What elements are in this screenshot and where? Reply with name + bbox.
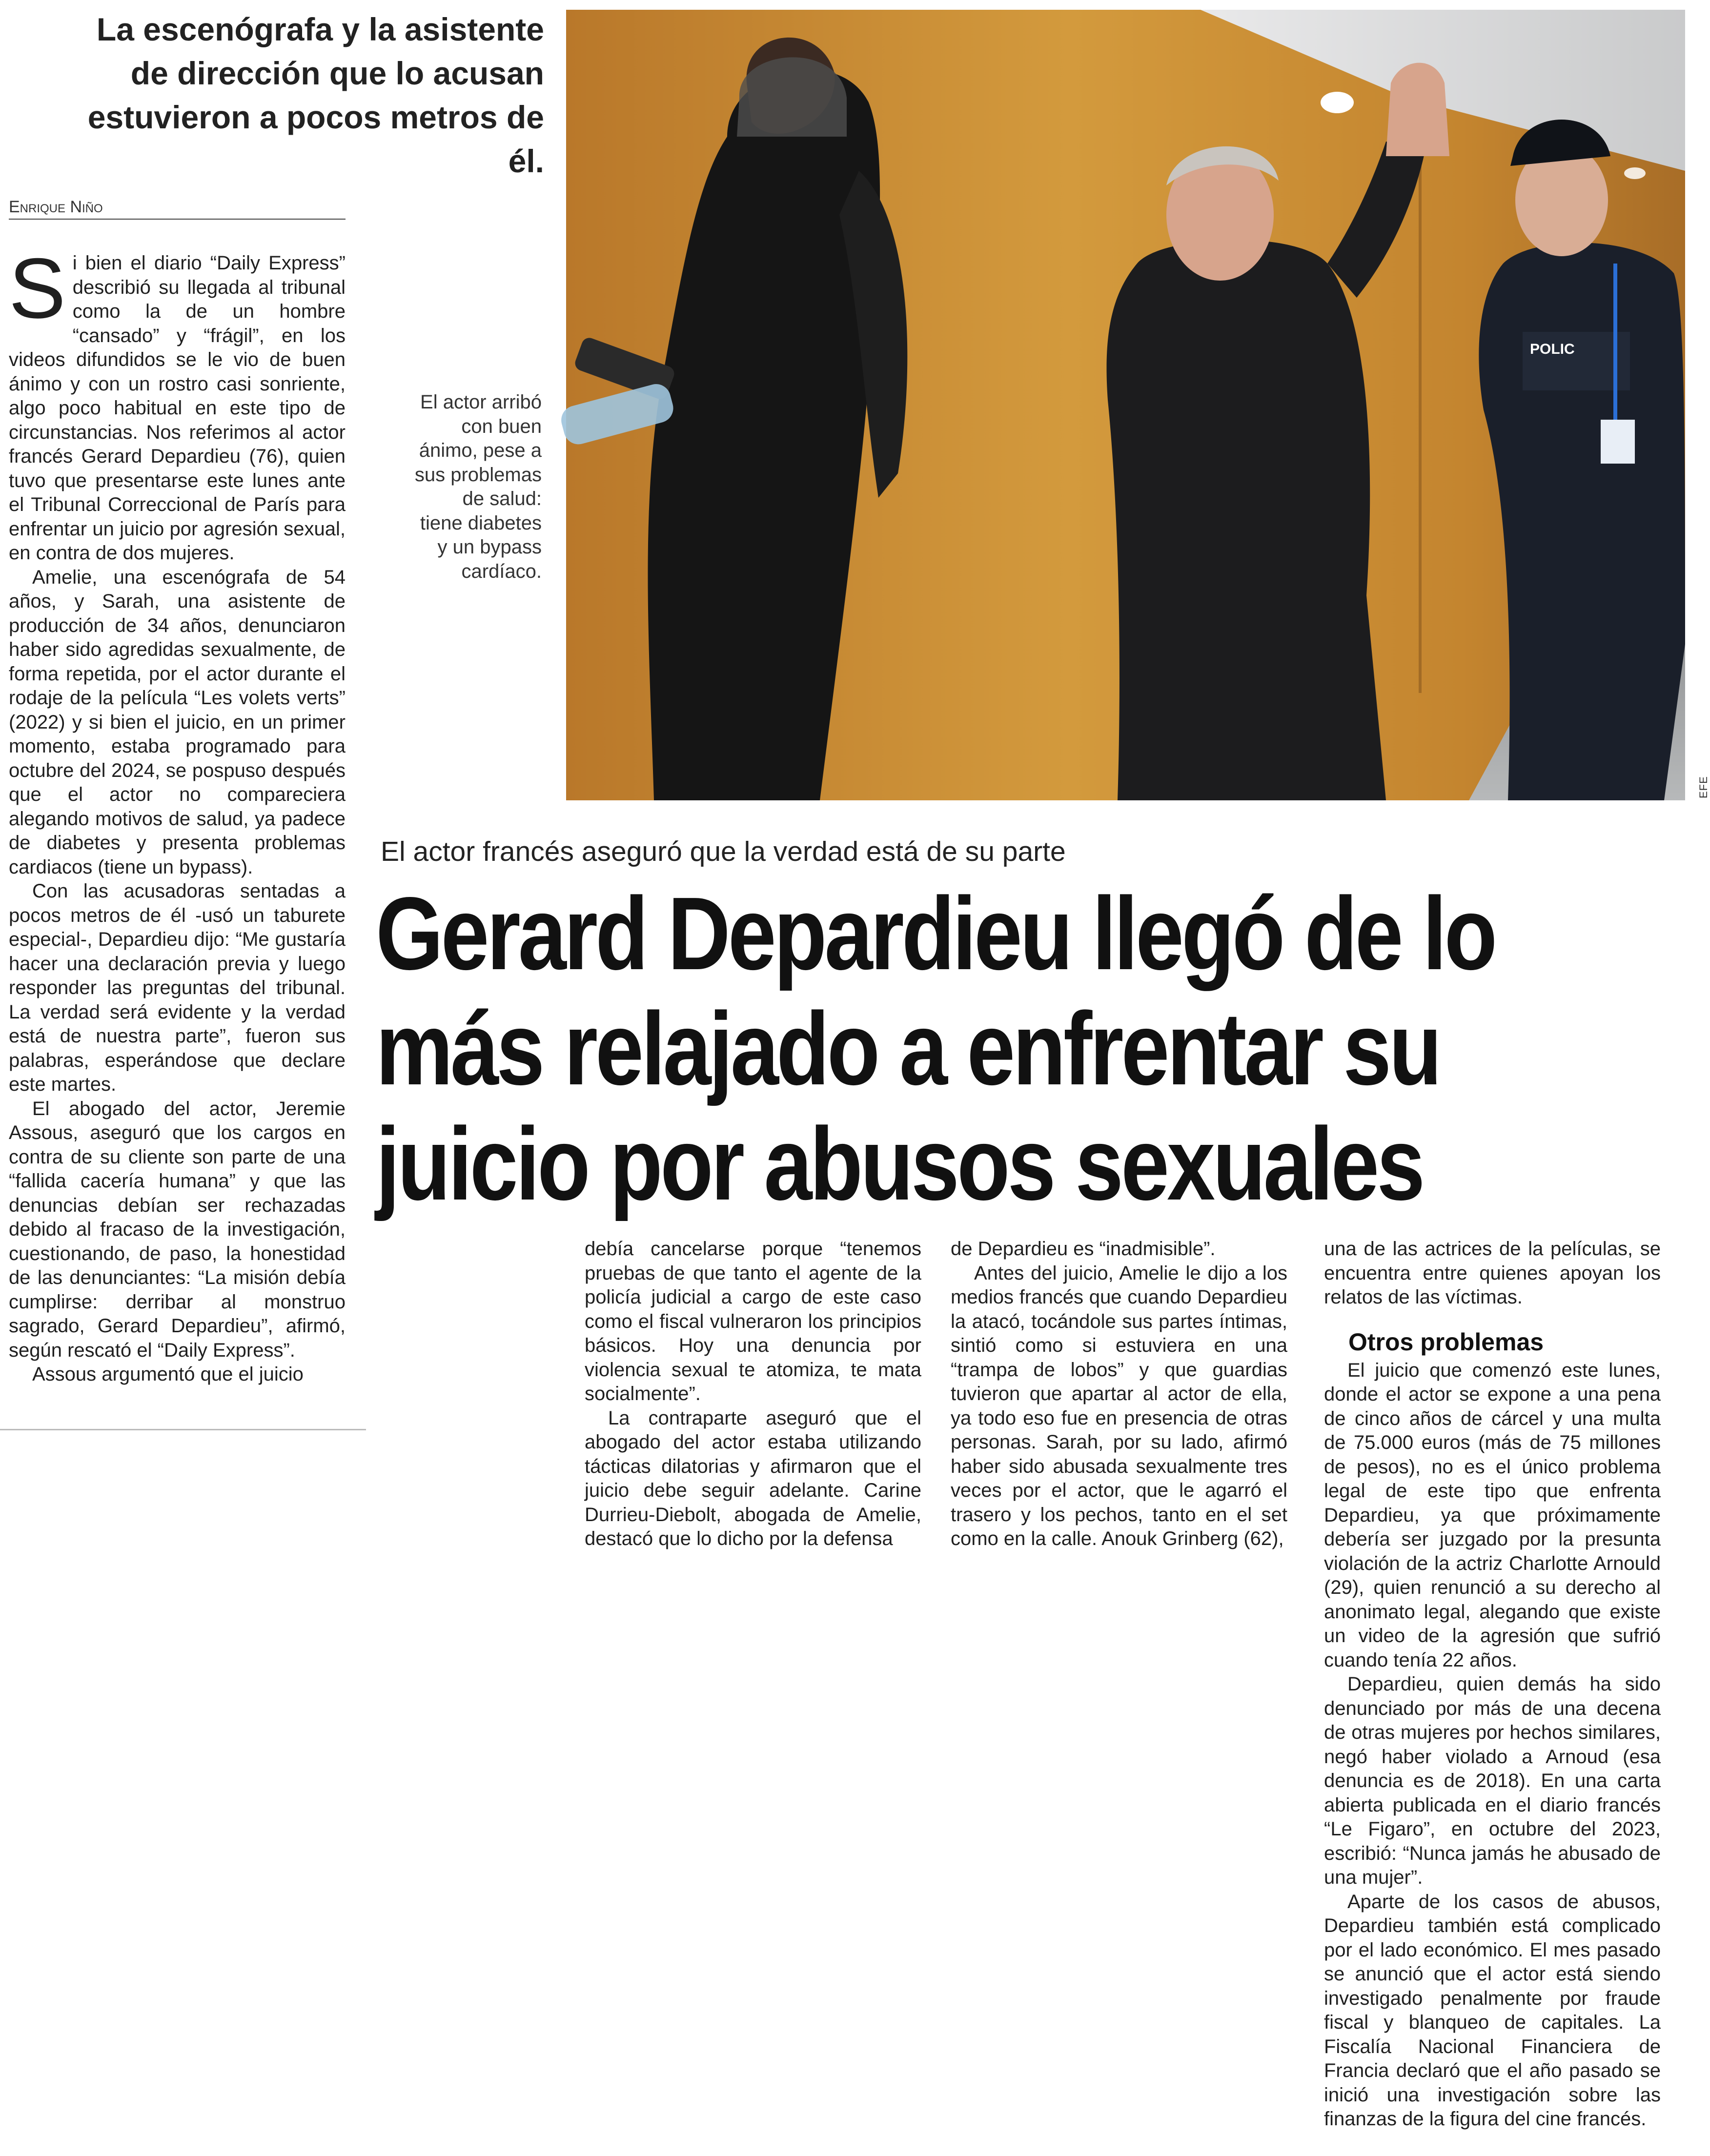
caption-line: El actor arribó bbox=[420, 391, 542, 413]
photo-credit: EFE bbox=[1697, 776, 1710, 798]
caption-line: ánimo, pese a bbox=[419, 440, 542, 461]
paragraph: El abogado del actor, Jeremie Assous, aseguró que los cargos en contra de su cliente son parte de una “fallida cacería humana” y que las denuncias debían ser rechazadas debido al fracaso de la investigación, cuestionando, de paso, la honestidad de las denunciantes: “La misión debía cumplirse: derribar al monstruo sagrado, Gerard Depardieu”, afirmó, según rescató el “Daily Express”. bbox=[9, 1098, 346, 1361]
caption-line: de salud: bbox=[462, 488, 542, 509]
ceiling-light bbox=[1624, 167, 1646, 179]
article-column-2 bbox=[585, 1237, 921, 1551]
photo-caption bbox=[395, 390, 542, 584]
byline: Enrique Niño bbox=[9, 198, 346, 220]
paragraph: debía cancelarse porque “tenemos pruebas de que tanto el agente de la policía judicial a cargo de este caso como el fiscal vulneraron los principios básicos. Hoy una denuncia por violencia sexual te atomiza, te mata socialmente”. bbox=[585, 1238, 921, 1404]
paragraph: de Depardieu es “inadmisible”. bbox=[951, 1238, 1216, 1260]
headline-line: juicio por abusos sexuales bbox=[376, 1106, 1423, 1221]
paragraph: Con las acusadoras sentadas a pocos metros de él -usó un taburete especial-, Depardieu dijo: “Me gustaría hacer una declaración previa y luego responder las preguntas del tribunal. La verdad será evidente y la verdad está de nuestra parte”, fueron sus palabras, esperándose que declare este martes. bbox=[9, 880, 346, 1095]
caption-line: tiene diabetes bbox=[420, 512, 542, 534]
article-column-1 bbox=[9, 241, 346, 1387]
article-column-3 bbox=[951, 1237, 1287, 1551]
pull-quote-line: La escenógrafa y la asistente bbox=[96, 11, 544, 47]
police-label: POLIC bbox=[1530, 341, 1575, 357]
pull-quote-line: estuvieron a pocos metros de él. bbox=[87, 99, 544, 179]
paragraph: La contraparte aseguró que el abogado del actor estaba utilizando tácticas dilatorias y afirmaron que el juicio debe seguir adelante. Carine Durrieu-Diebolt, abogada de Amelie, destacó que lo dicho por la defensa bbox=[585, 1407, 921, 1549]
paragraph: Amelie, una escenógrafa de 54 años, y Sarah, una asistente de producción de 34 años, denunciaron haber sido agredidas sexualmente, de forma repetida, por el actor durante el rodaje de la película “Les volets verts” (2022) y si bien el juicio, en un primer momento, estaba programado para octubre del 2024, se pospuso después que el actor no compareciera alegando motivos de salud, ya padece de diabetes y presenta problemas cardiacos (tiene un bypass). bbox=[9, 566, 346, 878]
photo-illustration bbox=[566, 10, 1685, 800]
paragraph: Antes del juicio, Amelie le dijo a los medios francés que cuando Depardieu la atacó, tocándole sus partes íntimas, sintió como si estuviera en una “trampa de lobos” y que guardias tuvieron que apartar al actor de ella, ya todo eso fue en presencia de otras personas. Sarah, por su lado, afirmó haber sido abusada sexualmente tres veces por el actor, que le agarró el trasero y los pechos, tanto en el set como en la calle. Anouk Grinberg (62), bbox=[951, 1262, 1287, 1549]
paragraph bbox=[9, 241, 346, 566]
headline bbox=[376, 875, 1495, 1221]
paragraph: una de las actrices de la películas, se encuentra entre quienes apoyan los relatos de las víctimas. bbox=[1324, 1238, 1661, 1308]
subheading: Otros problemas bbox=[1348, 1328, 1544, 1356]
paragraph: Assous argumentó que el juicio bbox=[32, 1363, 304, 1385]
headline-line: más relajado a enfrentar su bbox=[376, 991, 1440, 1106]
paragraph: Aparte de los casos de abusos, Depardieu también está complicado por el lado económico. El mes pasado se anunció que el actor está siendo investigado penalmente por fraude fiscal y blanqueo de capitales. La Fiscalía Nacional Financiera de Francia declaró que el año pasado se inició una investigación sobre las finanzas de la figura del cine francés. bbox=[1324, 1891, 1661, 2130]
drop-cap: S bbox=[9, 241, 66, 336]
caption-line: con buen bbox=[461, 415, 542, 437]
article-column-4 bbox=[1324, 1237, 1661, 2132]
news-photo bbox=[566, 10, 1685, 800]
caption-line: y un bypass bbox=[437, 536, 542, 558]
ceiling-light bbox=[1321, 92, 1354, 113]
raised-hand bbox=[1386, 63, 1449, 156]
caption-line: cardíaco. bbox=[461, 560, 542, 582]
paragraph-text: i bien el diario “Daily Express” describió su llegada al tribunal como la de un hombre “cansado” y “frágil”, en los videos difundidos se le vio de buen ánimo y con un rostro casi sonriente, algo poco habitual en este tipo de circunstancias. Nos referimos al actor francés Gerard Depardieu (76), quien tuvo que presentarse este lunes ante el Tribunal Correccional de París para enfrentar un juicio por agresión sexual, en contra de dos mujeres. bbox=[9, 252, 346, 564]
id-badge bbox=[1601, 420, 1635, 464]
headline-line: Gerard Depardieu llegó de lo bbox=[376, 875, 1495, 991]
pull-quote bbox=[46, 7, 544, 183]
caption-line: sus problemas bbox=[414, 464, 542, 486]
paragraph: Depardieu, quien demás ha sido denunciado por más de una decena de otras mujeres por hechos similares, negó haber violado a Arnoud (esa denuncia es de 2018). En una carta abierta publicada en el diario francés “Le Figaro”, en octubre del 2023, escribió: “Nunca jamás he abusado de una mujer”. bbox=[1324, 1673, 1661, 1888]
pull-quote-line: de dirección que lo acusan bbox=[130, 55, 544, 91]
column-divider bbox=[0, 1429, 366, 1430]
paragraph: El juicio que comenzó este lunes, donde el actor se expone a una pena de cinco años de cárcel y una multa de 75.000 euros (más de 75 millones de pesos), no es el único problema legal de este tipo que enfrenta Depardieu, ya que próximamente debería ser juzgado por la presunta violación de la actriz Charlotte Arnould (29), quien renunció a su derecho al anonimato legal, alegando que existe un video de la agresión que sufrió cuando tenía 22 años. bbox=[1324, 1359, 1661, 1671]
kicker: El actor francés aseguró que la verdad está de su parte bbox=[381, 836, 1066, 867]
